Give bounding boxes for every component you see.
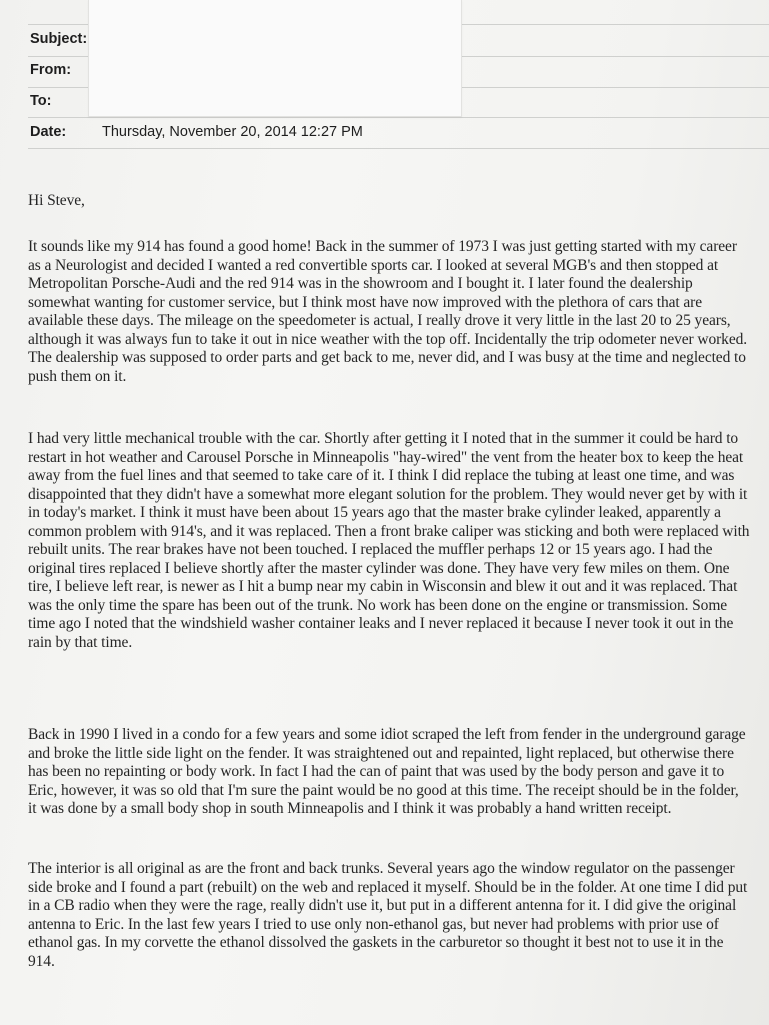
date-value: Thursday, November 20, 2014 12:27 PM [102, 124, 363, 140]
header-rule [28, 117, 769, 118]
redaction-block [88, 0, 462, 117]
paragraph-3 [28, 726, 750, 819]
from-label: From: [30, 62, 72, 78]
paragraph-text: I had very little mechanical trouble with the car. Shortly after getting it I noted that in the summer it could be hard to restart in hot weather and Carousel Porsche in Minneapolis "hay-wired" the vent from the heater box to keep the heat away from the fuel lines and that seemed to take care of it. I think I did replace the tubing at least one time, and was disappointed that they didn't have a somewhat more elegant solution for the problem. They would never get by with it in today's market. I think it must have been about 15 years ago that the master brake cylinder leaked, apparently a common problem with 914's, and it was replaced. Then a front brake caliper was sticking and both were replaced with rebuilt units. The rear brakes have not been touched. I replaced the muffler perhaps 12 or 15 years ago. I had the original tires replaced I believe shortly after the master cylinder was done. They have very few miles on them. One tire, I believe left rear, is newer as I hit a bump near my cabin in Wisconsin and blew it out and it was replaced. That was the only time the spare has been out of the trunk. No work has been done on the engine or transmission. Some time ago I noted that the windshield washer container leaks and I never replaced it because I never took it out in the rain by that time. [28, 430, 750, 651]
to-label: To: [30, 93, 52, 109]
paragraph-1 [28, 238, 750, 386]
paragraph-2 [28, 430, 750, 652]
paragraph-text: It sounds like my 914 has found a good home! Back in the summer of 1973 I was just getting started with my career as a Neurologist and decided I wanted a red convertible sports car. I looked at several MGB's and then stopped at Metropolitan Porsche-Audi and the red 914 was in the showroom and I bought it. I later found the dealership somewhat wanting for customer service, but I think most have now improved with the plethora of cars that are available these days. The mileage on the speedometer is actual, I really drove it very little in the last 20 to 25 years, although it was always fun to take it out in nice weather with the top off. Incidentally the trip odometer never worked. The dealership was supposed to order parts and get back to me, never did, and I was busy at the time and neglected to push them on it. [28, 238, 748, 385]
greeting: Hi Steve, [28, 192, 85, 209]
paragraph-4 [28, 860, 750, 971]
date-label: Date: [30, 124, 67, 140]
paragraph-text: The interior is all original as are the front and back trunks. Several years ago the window regulator on the passenger side broke and I found a part (rebuilt) on the web and replaced it myself. Should be in the folder. At one time I did put in a CB radio when they were the rage, really didn't use it, but put in a different antenna for it. I did give the original antenna to Eric. In the last few years I tried to use only non-ethanol gas, but never had problems with prior use of ethanol gas. In my corvette the ethanol dissolved the gaskets in the carburetor so thought it best not to use it in the 914. [28, 860, 748, 970]
header-rule [28, 148, 769, 149]
subject-label: Subject: [30, 31, 88, 47]
paragraph-text: Back in 1990 I lived in a condo for a few years and some idiot scraped the left from fender in the underground garage and broke the little side light on the fender. It was straightened out and repainted, light replaced, but otherwise there has been no repainting or body work. In fact I had the can of paint that was used by the body person and gave it to Eric, however, it was so old that I'm sure the paint would be no good at this time. The receipt should be in the folder, it was done by a small body shop in south Minneapolis and I think it was probably a hand written receipt. [28, 726, 746, 817]
